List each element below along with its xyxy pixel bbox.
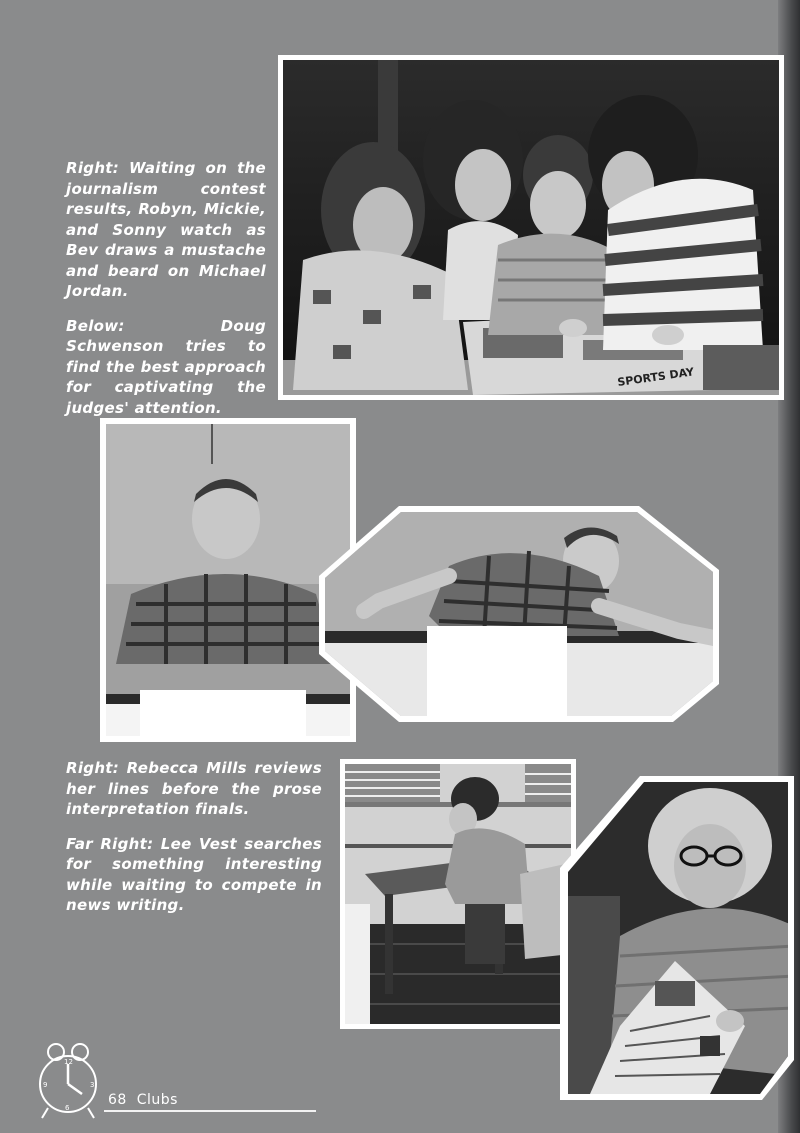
caption-lee-vest: Far Right: Lee Vest searches for something interesting while waiting to compete in news writing. xyxy=(66,834,322,914)
caption-block-top xyxy=(66,158,266,432)
svg-text:9: 9 xyxy=(43,1081,48,1089)
page-footer xyxy=(108,1092,178,1108)
caption-doug-schwenson: Below: Doug Schwenson tries to find the best approach for captivating the judges' attention. xyxy=(66,316,266,417)
caption-journalism-contest: Right: Waiting on the journalism contest results, Robyn, Mickie, and Sonny watch as Bev draws a mustache and beard on Michael Jordan. xyxy=(66,159,266,300)
caption-block-middle xyxy=(66,758,322,930)
section-name: Clubs xyxy=(136,1092,178,1108)
photo-doug-stretch xyxy=(319,506,719,722)
photo-lee-vest xyxy=(560,776,794,1100)
photo-lee-vest-image xyxy=(560,776,794,1100)
svg-text:6: 6 xyxy=(65,1104,70,1112)
photo-rebecca-mills xyxy=(340,759,576,1029)
photo-doug-podium xyxy=(100,418,356,742)
caption-rebecca-mills: Right: Rebecca Mills reviews her lines before the prose interpretation finals. xyxy=(66,759,322,818)
photo-journalism-group-image xyxy=(283,60,779,395)
clock-icon xyxy=(34,1040,102,1120)
newspaper-headline: SPORTS DAY xyxy=(616,365,695,389)
page-number: 68 xyxy=(108,1092,127,1108)
svg-text:12: 12 xyxy=(64,1058,73,1066)
photo-journalism-group xyxy=(278,55,784,400)
footer-rule xyxy=(104,1110,316,1112)
photo-doug-podium-image xyxy=(106,424,350,736)
photo-doug-stretch-image xyxy=(319,506,719,722)
photo-rebecca-mills-image xyxy=(345,764,571,1024)
svg-text:3: 3 xyxy=(90,1081,95,1089)
